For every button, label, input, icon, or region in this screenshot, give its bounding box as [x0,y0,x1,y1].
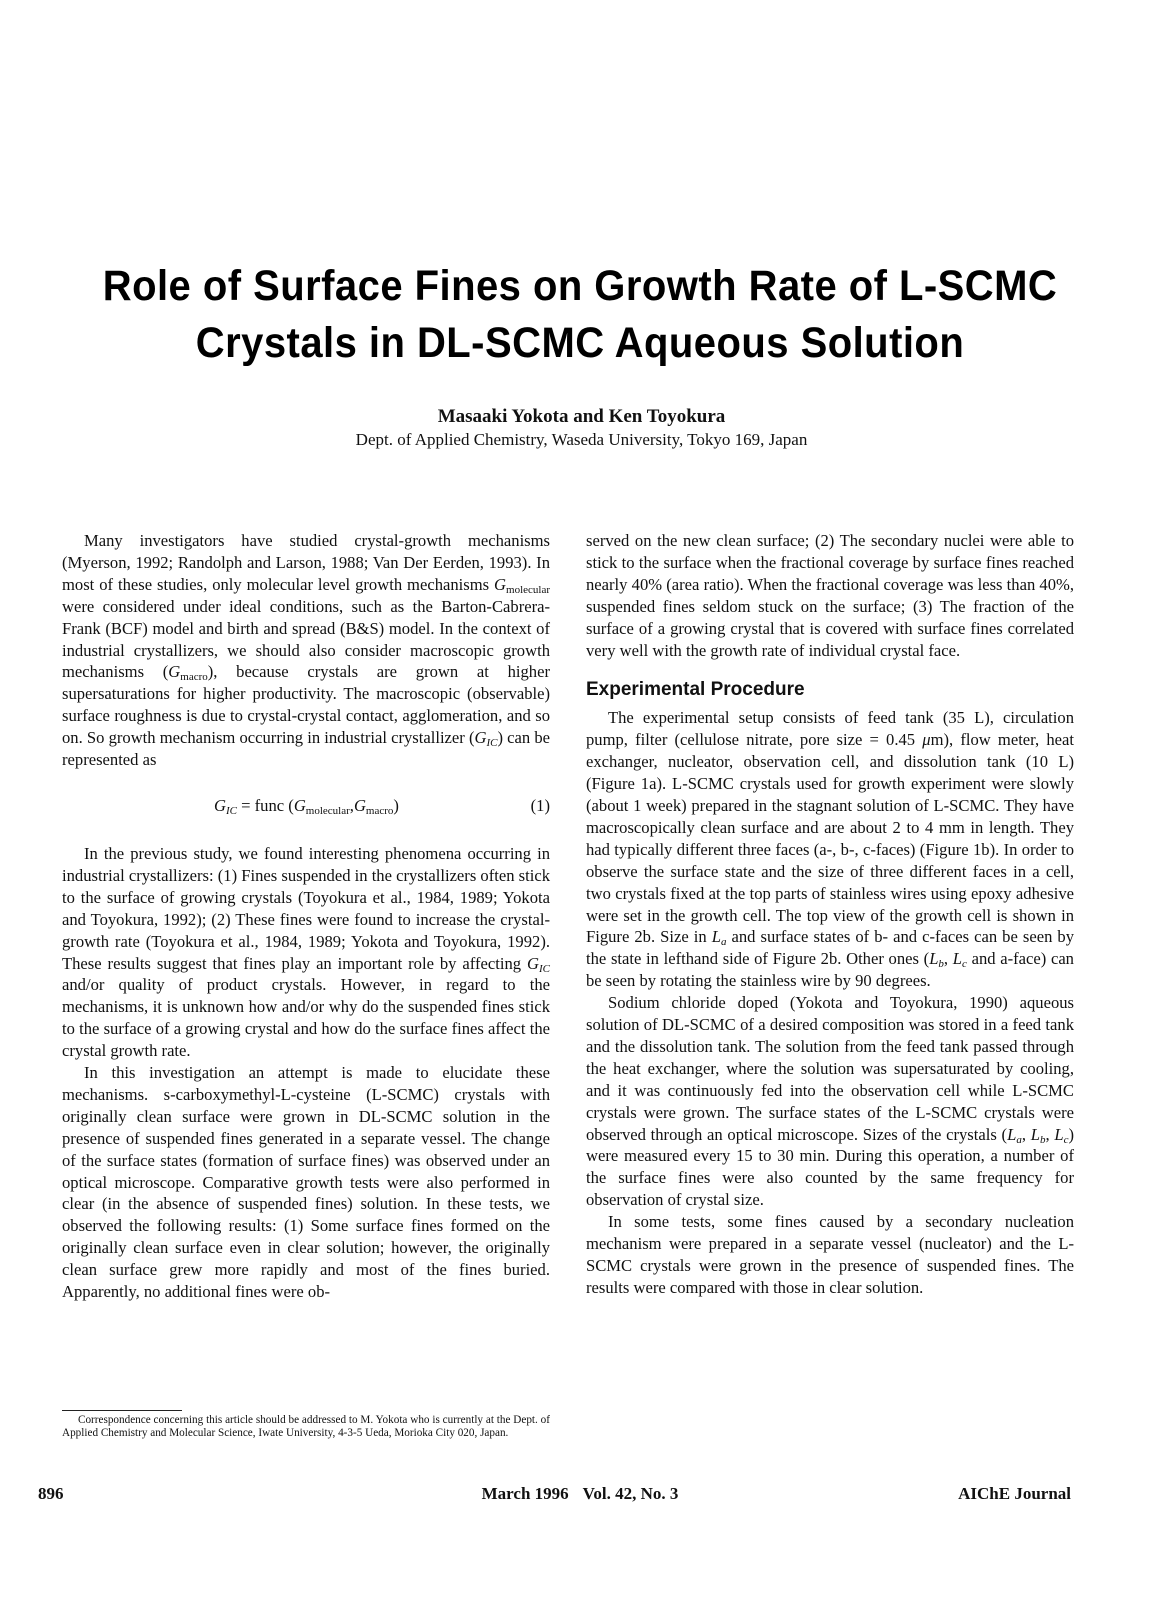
page-number: 896 [38,1484,64,1503]
experimental-paragraph-2: Sodium chloride doped (Yokota and Toyokura, 1990) aqueous solution of DL-SCMC of a desired composition was stored in a feed tank and the dissolution tank. The solution from the feed tank passed through the heat exchanger, where the solution was supersaturated by cooling, and it was continuously fed into the observation cell while L-SCMC crystals were grown. The surface states of the L-SCMC crystals were observed through an optical microscope. Sizes of the crystals ($L_a$, $L_b$, $L_c$) were measured every 15 to 30 min. During this operation, a number of the surface fines were also counted by the same frequency for observation of crystal size. [586,993,1075,1210]
intro-paragraph-3-continued: served on the new clean surface; (2) The secondary nuclei were able to stick to the surface when the fractional coverage by surface fines reached nearly 40% (area ratio). When the fractional coverage was less than 40%, suspended fines seldom stuck on the surface; (3) The fraction of the surface of a growing crystal that is covered with surface fines correlated very well with the growth rate of individual crystal face. [586,531,1074,660]
footnote-divider [62,1410,182,1411]
equation-number: (1) [530,795,550,815]
left-column [62,530,550,1303]
article-title [78,258,1082,372]
equation-body: $G_{IC}$ = func $(G_{molecular},G_{macro})$ [214,795,399,817]
issue-volume: Vol. 42, No. 3 [582,1484,679,1503]
issue-date: March 1996 [481,1484,569,1503]
intro-paragraph-1: Many investigators have studied crystal-growth mechanisms (Myerson, 1992; Randolph and Larson, 1988; Van Der Eerden, 1993). In most of these studies, only molecular level growth mechanisms $G_{molecular}$ were considered under ideal conditions, such as the Barton-Cabrera-Frank (BCF) model and birth and spread (B&S) model. In the context of industrial crystallizers, we should also consider macroscopic growth mechanisms $(G_{macro})$, because crystals are grown at higher supersaturations for higher productivity. The macroscopic (observable) surface roughness is due to crystal-crystal contact, agglomeration, and so on. So growth mechanism occurring in industrial crystallizer $(G_{IC})$ can be represented as [62,531,551,770]
intro-paragraph-3: In this investigation an attempt is made to elucidate these mechanisms. s-carboxymethyl-L-cysteine (L-SCMC) crystals with originally clean surface were grown in DL-SCMC solution in the presence of suspended fines generated in a separate vessel. The change of the surface states (formation of surface fines) was observed under an optical microscope. Comparative growth tests were also performed in clear (in the absence of suspended fines) solution. In these tests, we observed the following results: (1) Some surface fines formed on the originally clean surface even in clear solution; however, the originally clean surface grew more rapidly and most of the fines buried. Apparently, no additional fines were ob- [62,1063,550,1302]
section-heading-experimental: Experimental Procedure [586,679,805,701]
intro-paragraph-2: In the previous study, we found interesting phenomena occurring in industrial crystallizers: (1) Fines suspended in the crystallizers often stick to the surface of growing crystals (Toyokura et al., 1984, 1989; Yokota and Toyokura, 1992); (2) These fines were found to increase the crystal-growth rate (Toyokura et al., 1984, 1989; Yokota and Toyokura, 1992). These results suggest that fines play an important role by affecting $G_{IC}$ and/or quality of product crystals. However, in regard to the mechanisms, it is unknown how and/or why do the suspended fines stick to the surface of a growing crystal and how do the surface fines affect the crystal growth rate. [62,843,551,1061]
title-line-2: Crystals in DL-SCMC Aqueous Solution [195,319,965,367]
author-names: Masaaki Yokota and Ken Toyokura [437,406,726,427]
equation-1 [62,795,550,817]
right-column [586,530,1074,1299]
experimental-paragraph-1: The experimental setup consists of feed tank (35 L), circulation pump, filter (cellulose nitrate, pore size = 0.45 μm), flow meter, heat exchanger, nucleator, observation cell, and dissolution tank (10 L) (Figure 1a). L-SCMC crystals used for growth experiment were slowly (about 1 week) prepared in the stagnant solution of L-SCMC. They have macroscopically clean surface and are about 2 to 4 mm in length. They had typically different three faces (a-, b-, c-faces) (Figure 1b). In order to observe the surface state and the size of three different faces in a cell, two crystals fixed at the top parts of stainless wires using epoxy adhesive were set in the growth cell. The top view of the growth cell is shown in Figure 2b. Size in $L_a$ and surface states of b- and c-faces can be seen by the state in lefthand side of Figure 2b. Other ones ($L_b$, $L_c$ and a-face) can be seen by rotating the stainless wire by 90 degrees. [586,708,1074,991]
journal-name: AIChE Journal [958,1484,1071,1503]
title-line-1: Role of Surface Fines on Growth Rate of L-SCMC [102,262,1058,310]
experimental-paragraph-3: In some tests, some fines caused by a secondary nucleation mechanism were prepared in a separate vessel (nucleator) and the L-SCMC crystals were grown in the presence of suspended fines. The results were compared with those in clear solution. [586,1212,1074,1297]
correspondence-footnote: Correspondence concerning this article should be addressed to M. Yokota who is currently at the Dept. of Applied Chemistry and Molecular Science, Iwate University, 4-3-5 Ueda, Morioka City 020, Japan. [62,1414,550,1439]
issue-info [430,1484,730,1504]
author-affiliation: Dept. of Applied Chemistry, Waseda University, Tokyo 169, Japan [355,430,808,449]
